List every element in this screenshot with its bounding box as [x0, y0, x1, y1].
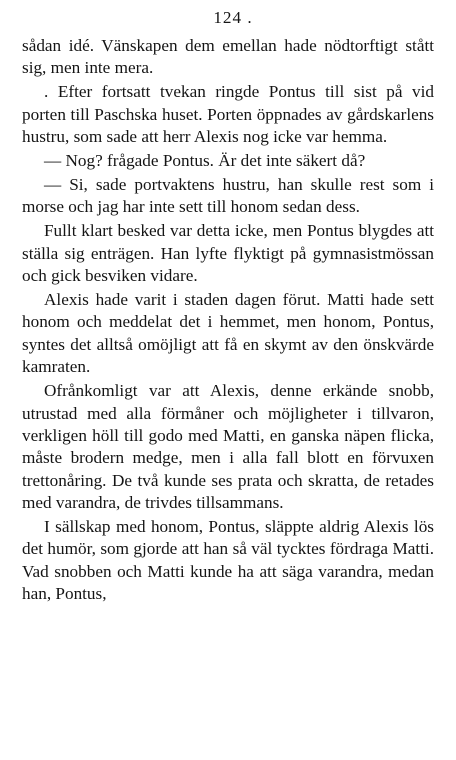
paragraph-8: I sällskap med honom, Pontus, släppte aldrig Alexis lös det humör, som gjorde att han så väl tycktes fördraga Matti. Vad snobben och Matti kunde ha att säga varandra, medan han, Pontus, [22, 517, 434, 604]
paragraph-4: — Si, sade portvaktens hustru, han skulle rest som i morse och jag har inte sett till honom sedan dess. [22, 174, 434, 217]
page-number: 124 . [213, 8, 253, 27]
paragraph-1: sådan idé. Vänskapen dem emellan hade nödtorftigt stått sig, men inte mera. [22, 36, 434, 78]
paragraph-3: — Nog? frågade Pontus. Är det inte säkert då? [44, 151, 366, 171]
paragraph-2: . Efter fortsatt tvekan ringde Pontus till sist på vid porten till Paschska huset. Porten öppnades av gårdskarlens hustru, som sade att herr Alexis nog icke var hemma. [22, 82, 434, 147]
book-page [22, 8, 434, 607]
paragraph-7: Ofrånkomligt var att Alexis, denne erkände snobb, utrustad med alla förmåner och möjligheter i tillvaron, verkligen höll till godo med Matti, en ganska näpen flicka, måste brodern medge, men i alla fall blott en förvuxen trettonåring. De två kunde ses prata och skratta, de retades med varandra, de trivdes tillsammans. [22, 381, 434, 513]
paragraph-5: Fullt klart besked var detta icke, men Pontus blygdes att ställa sig enträgen. Han lyfte flyktigt på gymnasistmössan och gick besviken vidare. [22, 221, 434, 286]
paragraph-6: Alexis hade varit i staden dagen förut. Matti hade sett honom och meddelat det i hemmet, men honom, Pontus, syntes det alltså omöjligt att få en skymt av den önskvärde kamraten. [22, 289, 434, 377]
